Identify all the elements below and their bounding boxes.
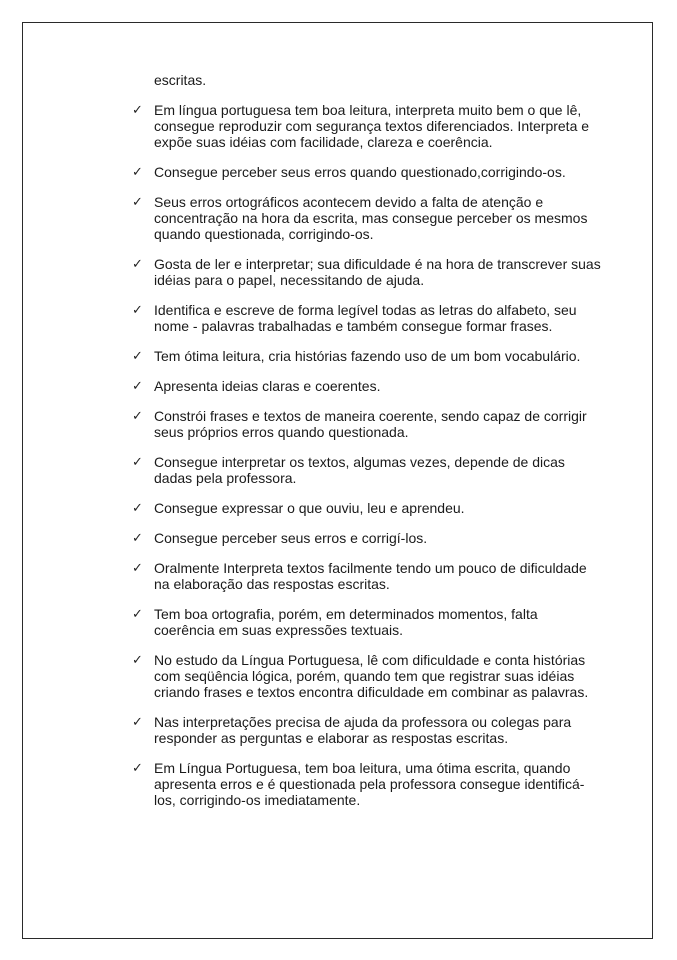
check-mark-icon: ✓ [132, 348, 143, 363]
checklist-item [132, 500, 602, 516]
checklist-item-text: Em Língua Portuguesa, tem boa leitura, uma ótima escrita, quando apresenta erros e é questionada pela professora consegue identificá-los, corrigindo-os imediatamente. [154, 760, 585, 808]
checklist-item-text: Tem boa ortografia, porém, em determinados momentos, falta coerência em suas expressões textuais. [154, 606, 538, 638]
checklist-item [132, 348, 602, 364]
checklist-item-text: Consegue perceber seus erros e corrigí-los. [154, 530, 428, 546]
checklist-item-text: Tem ótima leitura, cria histórias fazendo uso de um bom vocabulário. [154, 348, 581, 364]
checklist-item [132, 714, 602, 746]
checklist-item-text: Consegue perceber seus erros quando questionado,corrigindo-os. [154, 164, 566, 180]
checklist-item [132, 760, 602, 808]
check-mark-icon: ✓ [132, 760, 143, 775]
check-mark-icon: ✓ [132, 606, 143, 621]
checklist-item-text: Consegue interpretar os textos, algumas vezes, depende de dicas dadas pela professora. [154, 454, 565, 486]
checklist-item [132, 530, 602, 546]
checklist-item [132, 194, 602, 242]
check-mark-icon: ✓ [132, 714, 143, 729]
checklist-item-text: Seus erros ortográficos acontecem devido a falta de atenção e concentração na hora da escrita, mas consegue perceber os mesmos quando questionada, corrigindo-os. [154, 194, 588, 242]
checklist-item-text: Apresenta ideias claras e coerentes. [154, 378, 381, 394]
checklist-item-text: Identifica e escreve de forma legível todas as letras do alfabeto, seu nome - palavras trabalhadas e também consegue formar frases. [154, 302, 577, 334]
check-mark-icon: ✓ [132, 454, 143, 469]
check-mark-icon: ✓ [132, 164, 143, 179]
checklist-item [132, 378, 602, 394]
checklist-item-text: No estudo da Língua Portuguesa, lê com dificuldade e conta histórias com seqüência lógica, porém, quando tem que registrar suas idéias criando frases e textos encontra dificuldade em combinar as palavras. [154, 652, 589, 700]
check-mark-icon: ✓ [132, 500, 143, 515]
checklist-item-text: Nas interpretações precisa de ajuda da professora ou colegas para responder as perguntas e elaborar as respostas escritas. [154, 714, 572, 746]
checklist-item-text: Consegue expressar o que ouviu, leu e aprendeu. [154, 500, 465, 516]
check-mark-icon: ✓ [132, 560, 143, 575]
document-body [132, 72, 602, 808]
check-mark-icon: ✓ [132, 378, 143, 393]
checklist [132, 102, 602, 808]
checklist-item [132, 560, 602, 592]
checklist-item-text: Oralmente Interpreta textos facilmente tendo um pouco de dificuldade na elaboração das respostas escritas. [154, 560, 587, 592]
check-mark-icon: ✓ [132, 256, 143, 271]
checklist-item [132, 102, 602, 150]
checklist-item-text: Em língua portuguesa tem boa leitura, interpreta muito bem o que lê, consegue reproduzir com segurança textos diferenciados. Interpreta e expõe suas idéias com facilidade, clareza e coerência. [154, 102, 590, 150]
checklist-item [132, 454, 602, 486]
checklist-item [132, 164, 602, 180]
checklist-item [132, 606, 602, 638]
check-mark-icon: ✓ [132, 652, 143, 667]
checklist-item [132, 302, 602, 334]
continuation-text: escritas. [154, 72, 207, 88]
check-mark-icon: ✓ [132, 102, 143, 117]
checklist-item-text: Constrói frases e textos de maneira coerente, sendo capaz de corrigir seus próprios erros quando questionada. [154, 408, 587, 440]
checklist-item [132, 256, 602, 288]
check-mark-icon: ✓ [132, 302, 143, 317]
check-mark-icon: ✓ [132, 408, 143, 423]
checklist-item [132, 408, 602, 440]
checklist-item-text: Gosta de ler e interpretar; sua dificuldade é na hora de transcrever suas idéias para o papel, necessitando de ajuda. [154, 256, 601, 288]
check-mark-icon: ✓ [132, 530, 143, 545]
checklist-item [132, 652, 602, 700]
check-mark-icon: ✓ [132, 194, 143, 209]
